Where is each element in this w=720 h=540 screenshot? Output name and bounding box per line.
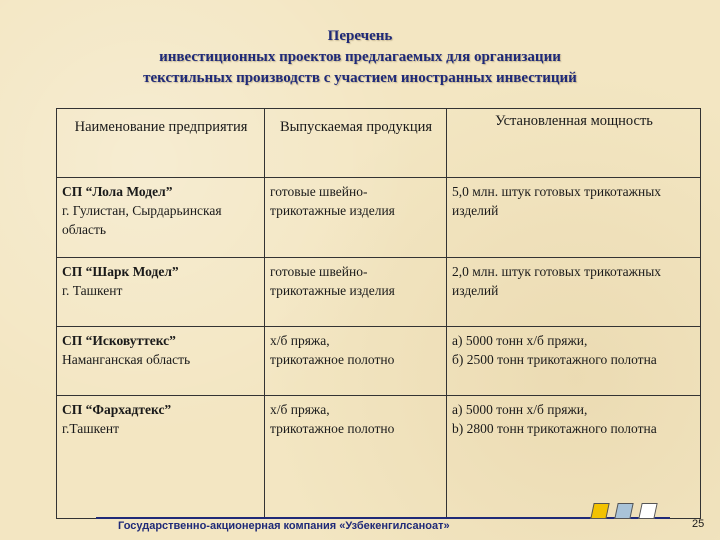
- enterprise-location: г.Ташкент: [62, 421, 120, 436]
- table-header-row: [57, 109, 701, 178]
- capacity-line: б) 2500 тонн трикотажного полотна: [452, 352, 657, 367]
- enterprise-location: г. Ташкент: [62, 283, 123, 298]
- table-row: [57, 327, 701, 396]
- square-blue-icon: [614, 503, 633, 519]
- square-white-icon: [638, 503, 657, 519]
- square-yellow-icon: [590, 503, 609, 519]
- cell-enterprise: [57, 178, 265, 258]
- product-line: х/б пряжа,: [270, 333, 330, 348]
- cell-capacity: 5,0 млн. штук готовых трикотажных изделий: [447, 178, 701, 258]
- header-capacity: Установленная мощность: [447, 109, 701, 178]
- title-line-2: инвестиционных проектов предлагаемых для организации: [159, 49, 561, 65]
- cell-product: готовые швейно-трикотажные изделия: [265, 178, 447, 258]
- footer-company: Государственно-акционерная компания «Узбекенгилсаноат»: [118, 520, 450, 532]
- table-row: [57, 178, 701, 258]
- table-row: [57, 258, 701, 327]
- cell-enterprise: [57, 327, 265, 396]
- enterprise-location: г. Гулистан, Сырдарьинская область: [62, 203, 222, 237]
- cell-product: [265, 396, 447, 519]
- projects-table: [56, 108, 701, 519]
- cell-capacity: 2,0 млн. штук готовых трикотажных изделий: [447, 258, 701, 327]
- enterprise-location: Наманганская область: [62, 352, 191, 367]
- product-line: трикотажное полотно: [270, 421, 395, 436]
- enterprise-name: СП “Фархадтекс”: [62, 402, 172, 417]
- cell-product: готовые швейно-трикотажные изделия: [265, 258, 447, 327]
- enterprise-name: СП “Исковуттекс”: [62, 333, 176, 348]
- enterprise-name: СП “Лола Модел”: [62, 184, 173, 199]
- capacity-line: b) 2800 тонн трикотажного полотна: [452, 421, 657, 436]
- enterprise-name: СП “Шарк Модел”: [62, 264, 179, 279]
- cell-enterprise: [57, 258, 265, 327]
- page-number: 25: [692, 518, 705, 530]
- cell-enterprise: [57, 396, 265, 519]
- header-enterprise: Наименование предприятия: [57, 109, 265, 178]
- decorative-squares: [590, 503, 662, 521]
- title-line-3: текстильных производств с участием иностранных инвестиций: [143, 70, 577, 86]
- title-line-1: Перечень: [327, 28, 393, 44]
- footer-divider: [96, 517, 670, 519]
- document-title: [0, 26, 720, 89]
- product-line: х/б пряжа,: [270, 402, 330, 417]
- cell-capacity: [447, 327, 701, 396]
- capacity-line: а) 5000 тонн х/б пряжи,: [452, 402, 588, 417]
- cell-product: [265, 327, 447, 396]
- cell-capacity: [447, 396, 701, 519]
- product-line: трикотажное полотно: [270, 352, 395, 367]
- table-row: [57, 396, 701, 519]
- capacity-line: а) 5000 тонн х/б пряжи,: [452, 333, 588, 348]
- header-product: Выпускаемая продукция: [265, 109, 447, 178]
